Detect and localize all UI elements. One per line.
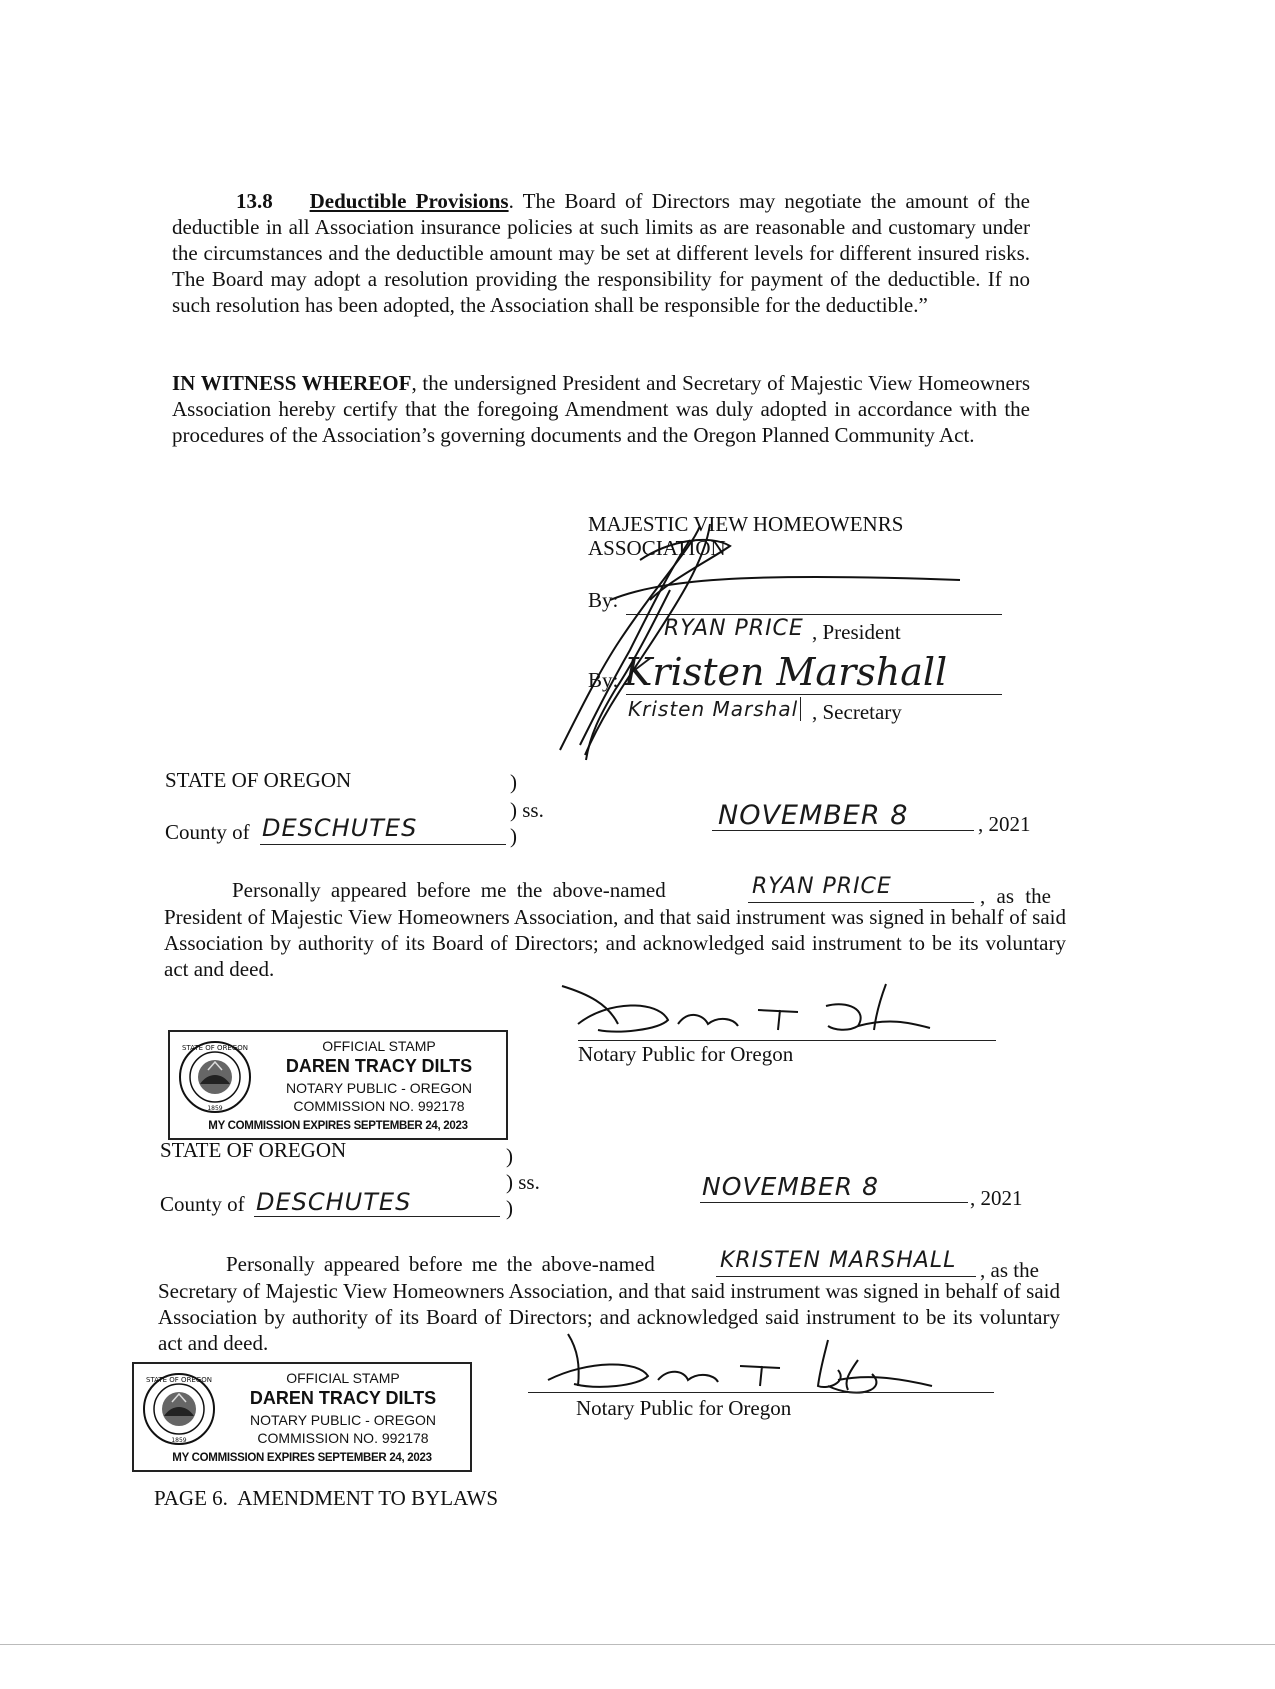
notary2-county-label: County of xyxy=(160,1192,245,1216)
notary1-name: RYAN PRICE xyxy=(752,874,892,899)
org-name-line2: ASSOCIATION xyxy=(588,536,726,560)
notary2-paren-bottom: ) xyxy=(506,1196,513,1220)
witness-body: , the undersigned President and Secretary of Majestic View Homeowners Association hereby certify that the foregoing Amendment was duly adopted in accordance with the procedures of the Association’s governing documents and the Oregon Planned Community Act. xyxy=(172,371,1030,447)
secretary-signature: Kristen Marshall xyxy=(624,650,948,694)
notary2-year: , 2021 xyxy=(970,1186,1023,1210)
notary2-date-line xyxy=(700,1202,968,1203)
notary1-text-a: Personally appeared before me the above-named xyxy=(232,878,666,902)
stamp-expires: MY COMMISSION EXPIRES SEPTEMBER 24, 2023 xyxy=(208,1120,468,1132)
by-label-president: By: xyxy=(588,588,619,612)
notary-stamp-2 xyxy=(132,1362,472,1472)
president-printed-name: RYAN PRICE xyxy=(664,616,804,641)
notary2-county-line xyxy=(254,1216,500,1217)
page-bottom-rule xyxy=(0,1644,1275,1645)
notary1-county: DESCHUTES xyxy=(262,814,418,842)
notary2-state: STATE OF OREGON xyxy=(160,1138,347,1162)
notary-stamp-1 xyxy=(168,1030,508,1140)
president-signature-scribble xyxy=(540,520,960,770)
notary1-paren-top: ) xyxy=(510,770,517,794)
state-seal-icon xyxy=(178,1040,252,1114)
notary2-name-line xyxy=(716,1276,976,1277)
notary1-notary-label: Notary Public for Oregon xyxy=(578,1042,794,1066)
notary1-text-b: , as the xyxy=(980,884,1051,908)
notary2-date: NOVEMBER 8 xyxy=(702,1172,880,1201)
notary1-county-line xyxy=(260,844,506,845)
witness-lead: IN WITNESS WHEREOF xyxy=(172,371,412,395)
notary1-county-label: County of xyxy=(165,820,250,844)
notary2-text-b: , as the xyxy=(980,1258,1039,1282)
notary2-signature-line xyxy=(528,1392,994,1393)
stamp-name: DAREN TRACY DILTS xyxy=(249,1388,437,1408)
svg-text:1859: 1859 xyxy=(171,1437,187,1444)
svg-text:STATE OF OREGON: STATE OF OREGON xyxy=(145,1376,213,1384)
president-title: , President xyxy=(812,620,901,644)
stamp-heading: OFFICIAL STAMP xyxy=(322,1038,436,1054)
notary1-text-c: President of Majestic View Homeowners Association, and that said instrument was signed in behalf of said Association by authority of its Board of Directors; and acknowledged said instrument to be its voluntary act and deed. xyxy=(164,905,1066,981)
section-body: . The Board of Directors may negotiate the amount of the deductible in all Association insurance policies at such limits as are reasonable and customary under the circumstances and the deductible amount may be set at different levels for different insured risks. The Board may adopt a resolution providing the responsibility for payment of the deductible. If no such resolution has been adopted, the Association shall be responsible for the deductible.” xyxy=(172,189,1031,317)
secretary-title: , Secretary xyxy=(812,700,902,724)
state-seal-icon xyxy=(142,1372,216,1446)
secretary-printed-name: Kristen Marshal xyxy=(628,697,801,721)
notary1-signature xyxy=(558,980,938,1042)
notary2-signature xyxy=(528,1330,948,1400)
stamp-commission: COMMISSION NO. 992178 xyxy=(293,1098,465,1114)
org-name-line1: MAJESTIC VIEW HOMEOWENRS xyxy=(588,512,904,536)
by-label-secretary: By: xyxy=(588,668,619,692)
notary2-text-c: Secretary of Majestic View Homeowners Association, and that said instrument was signed in behalf of said Association by authority of its Board of Directors; and acknowledged said instrument to be its voluntary act and deed. xyxy=(158,1279,1060,1355)
section-number: 13.8 xyxy=(236,189,273,213)
stamp-commission: COMMISSION NO. 992178 xyxy=(257,1430,429,1446)
notary1-state: STATE OF OREGON xyxy=(165,768,352,792)
stamp-expires: MY COMMISSION EXPIRES SEPTEMBER 24, 2023 xyxy=(172,1452,432,1464)
notary2-paren-top: ) xyxy=(506,1144,513,1168)
notary2-notary-label: Notary Public for Oregon xyxy=(576,1396,792,1420)
notary1-name-line xyxy=(748,902,974,903)
notary1-ss: ) ss. xyxy=(510,798,544,822)
page-footer: PAGE 6. AMENDMENT TO BYLAWS xyxy=(154,1486,499,1510)
svg-text:STATE OF OREGON: STATE OF OREGON xyxy=(181,1044,249,1052)
notary1-paren-bottom: ) xyxy=(510,824,517,848)
stamp-name: DAREN TRACY DILTS xyxy=(285,1056,473,1076)
section-13-8-paragraph xyxy=(172,188,1030,318)
notary1-signature-line xyxy=(578,1040,996,1041)
svg-text:1859: 1859 xyxy=(207,1105,223,1112)
witness-paragraph xyxy=(172,370,1030,448)
notary1-date: NOVEMBER 8 xyxy=(718,800,909,831)
notary2-county: DESCHUTES xyxy=(256,1188,412,1216)
section-title: Deductible Provisions xyxy=(309,189,509,213)
notary2-name: KRISTEN MARSHALL xyxy=(720,1248,957,1273)
notary1-year: , 2021 xyxy=(978,812,1031,836)
notary1-date-line xyxy=(712,830,974,831)
notary2-text-a: Personally appeared before me the above-named xyxy=(226,1252,655,1276)
stamp-title: NOTARY PUBLIC - OREGON xyxy=(250,1412,436,1428)
stamp-title: NOTARY PUBLIC - OREGON xyxy=(286,1080,472,1096)
stamp-heading: OFFICIAL STAMP xyxy=(286,1370,400,1386)
notary2-ss: ) ss. xyxy=(506,1170,540,1194)
